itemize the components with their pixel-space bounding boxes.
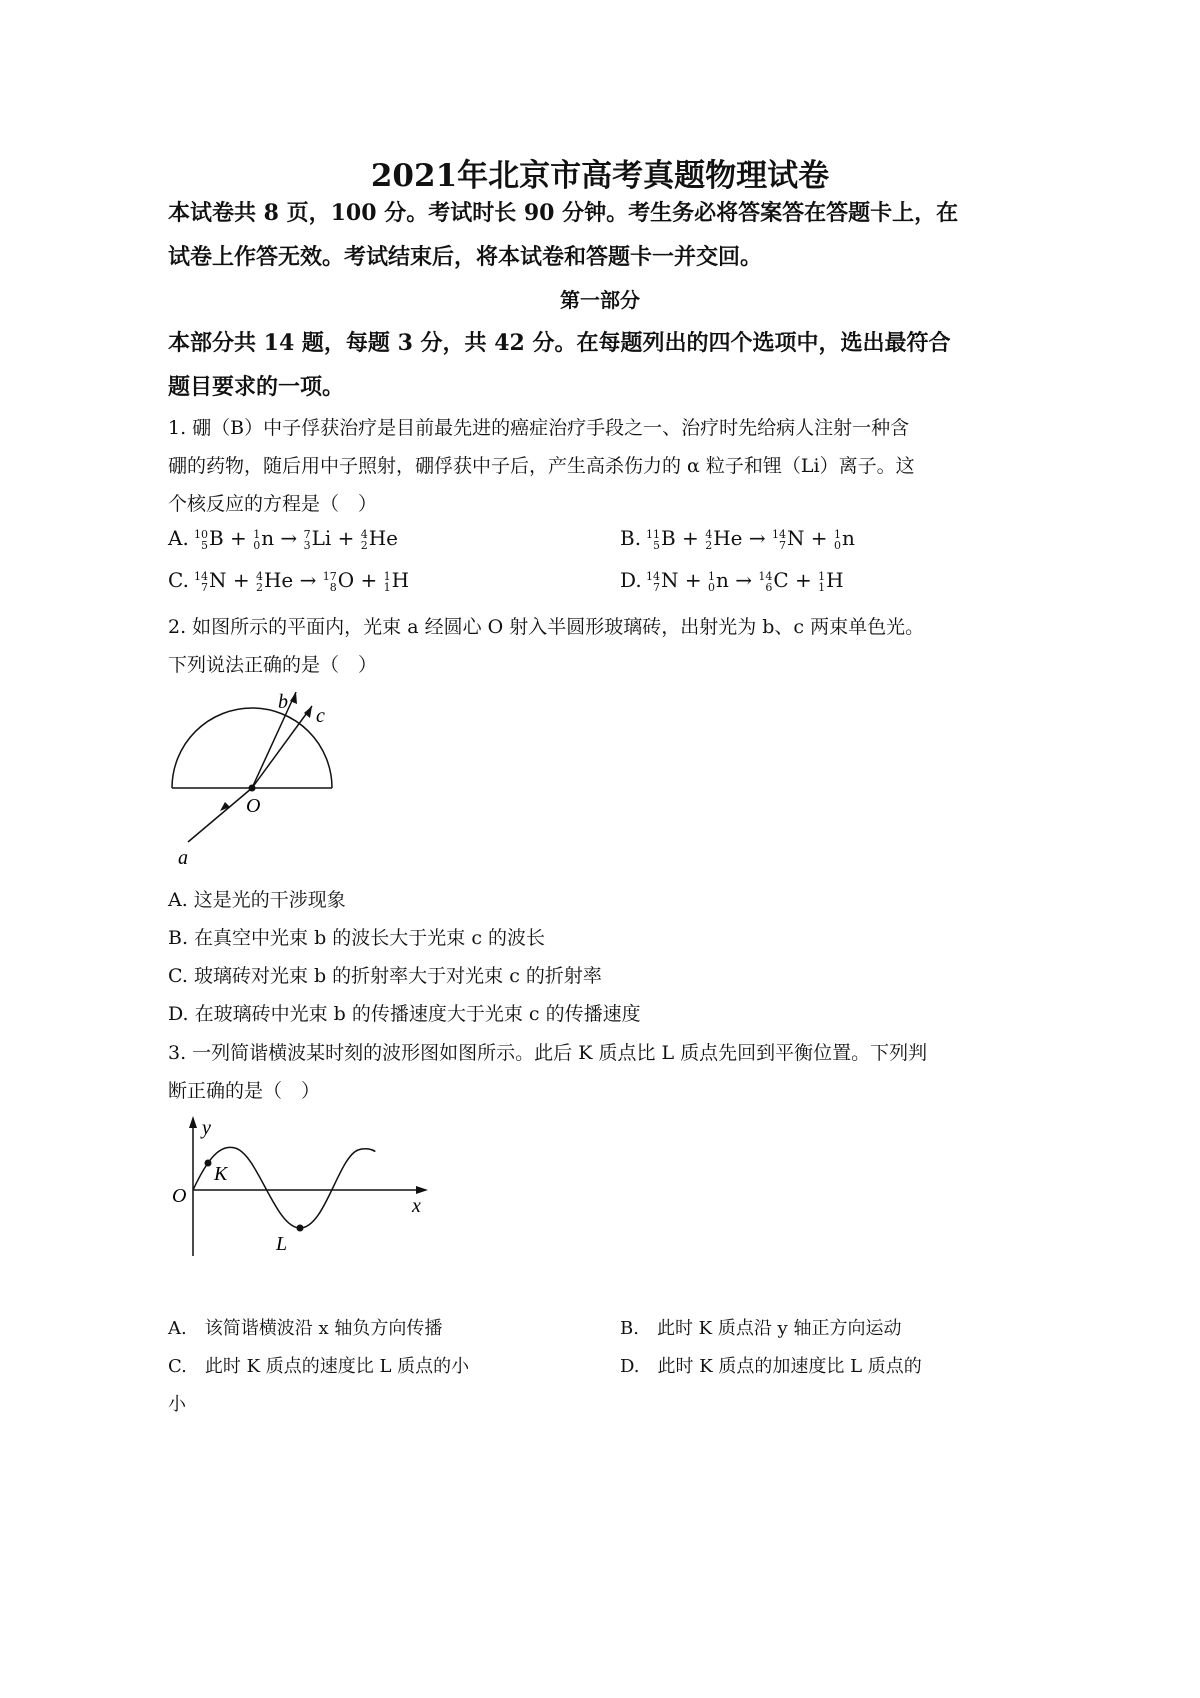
- product-2: 1 0 n: [833, 526, 855, 552]
- product-1: 17 8 O: [322, 568, 355, 594]
- product-2: 1 1 H: [818, 568, 844, 594]
- label-y: y: [202, 1117, 211, 1139]
- reactant-2: 4 2 He: [255, 568, 294, 594]
- plus-sign: +: [331, 526, 361, 550]
- q1-line2: 硼的药物，随后用中子照射，硼俘获中子后，产生高杀伤力的 α 粒子和锂（Li）离子。这: [168, 455, 915, 477]
- q1-line3: 个核反应的方程是（ ）: [168, 493, 378, 515]
- product-2: 4 2 He: [360, 526, 399, 552]
- label-o: O: [172, 1185, 187, 1207]
- label-x: x: [412, 1195, 421, 1217]
- point-l: [297, 1225, 304, 1232]
- label-b: b: [278, 691, 288, 713]
- part-desc-line2: 题目要求的一项。: [168, 374, 345, 400]
- wave-curve-part1: [193, 1147, 375, 1228]
- q1-option-c[interactable]: [168, 568, 409, 593]
- q3-option-d[interactable]: D. 此时 K 质点的加速度比 L 质点的: [620, 1356, 922, 1377]
- q3-line2: 断正确的是（ ）: [168, 1080, 321, 1102]
- plus-sign: +: [675, 526, 706, 550]
- beam-a: [188, 788, 252, 842]
- q2-line2: 下列说法正确的是（ ）: [168, 654, 378, 676]
- reactant-2: 1 0 n: [707, 568, 729, 594]
- q2-option-b[interactable]: B. 在真空中光束 b 的波长大于光束 c 的波长: [168, 927, 546, 949]
- q2-option-c[interactable]: C. 玻璃砖对光束 b 的折射率大于对光束 c 的折射率: [168, 965, 602, 987]
- beam-a-arrow: [220, 802, 230, 811]
- label-k: K: [214, 1163, 228, 1185]
- plus-sign: +: [788, 568, 819, 592]
- beam-c: [252, 706, 312, 788]
- q2-option-d[interactable]: D. 在玻璃砖中光束 b 的传播速度大于光束 c 的传播速度: [168, 1003, 641, 1025]
- product-1: 14 6 C: [758, 568, 789, 594]
- label-a: a: [178, 847, 188, 869]
- label-l: L: [276, 1233, 288, 1255]
- reactant-1: 10 5 B: [194, 526, 224, 552]
- reactant-1: 11 5 B: [646, 526, 676, 552]
- q3-option-b[interactable]: B. 此时 K 质点沿 y 轴正方向运动: [620, 1318, 902, 1339]
- reaction-arrow: →: [293, 568, 323, 592]
- q2-figure-semicircle: [160, 680, 360, 870]
- plus-sign: +: [678, 568, 708, 592]
- q3-option-d-tail: 小: [168, 1394, 186, 1415]
- reaction-arrow: →: [728, 568, 759, 592]
- x-axis-arrow: [416, 1186, 428, 1194]
- reactant-2: 1 0 n: [253, 526, 275, 552]
- option-label: B.: [620, 526, 642, 550]
- option-label: D.: [620, 568, 642, 592]
- instructions-line2: 试卷上作答无效。考试结束后，将本试卷和答题卡一并交回。: [168, 244, 763, 270]
- instructions-line1: 本试卷共 8 页，100 分。考试时长 90 分钟。考生务必将答案答在答题卡上，在: [168, 200, 959, 226]
- q1-line1: 1. 硼（B）中子俘获治疗是目前最先进的癌症治疗手段之一、治疗时先给病人注射一种含: [168, 417, 910, 439]
- y-axis-arrow: [189, 1116, 197, 1128]
- plus-sign: +: [354, 568, 384, 592]
- plus-sign: +: [804, 526, 834, 550]
- label-o: O: [246, 795, 261, 817]
- reactant-2: 4 2 He: [705, 526, 743, 552]
- product-2: 1 1 H: [383, 568, 410, 594]
- q3-option-c[interactable]: C. 此时 K 质点的速度比 L 质点的小: [168, 1356, 470, 1377]
- part-heading: 第一部分: [560, 288, 640, 312]
- q2-option-a[interactable]: A. 这是光的干涉现象: [168, 889, 346, 911]
- option-label: A.: [168, 526, 189, 550]
- q2-line1: 2. 如图所示的平面内，光束 a 经圆心 O 射入半圆形玻璃砖，出射光为 b、c 两束单色光。: [168, 616, 925, 638]
- product-1: 14 7 N: [771, 526, 805, 552]
- option-label: C.: [168, 568, 189, 592]
- point-k: [205, 1160, 212, 1167]
- reactant-1: 14 7 N: [194, 568, 227, 594]
- beam-b: [252, 692, 296, 788]
- label-c: c: [316, 705, 325, 727]
- plus-sign: +: [223, 526, 254, 550]
- q3-figure-waveform: [160, 1110, 440, 1270]
- plus-sign: +: [226, 568, 256, 592]
- q1-option-b[interactable]: [620, 526, 855, 551]
- reaction-arrow: →: [742, 526, 772, 550]
- center-point-o: [249, 785, 256, 792]
- reaction-arrow: →: [274, 526, 304, 550]
- semicircle-arc: [172, 708, 332, 788]
- q3-line1: 3. 一列简谐横波某时刻的波形图如图所示。此后 K 质点比 L 质点先回到平衡位置。下列判: [168, 1042, 928, 1064]
- page-title: 2021年北京市高考真题物理试卷: [370, 158, 830, 194]
- q1-option-a[interactable]: [168, 526, 398, 551]
- product-1: 7 3 Li: [303, 526, 332, 552]
- q1-option-d[interactable]: [620, 568, 844, 593]
- reactant-1: 14 7 N: [646, 568, 679, 594]
- q3-option-a[interactable]: A. 该简谐横波沿 x 轴负方向传播: [168, 1318, 443, 1339]
- part-desc-line1: 本部分共 14 题，每题 3 分，共 42 分。在每题列出的四个选项中，选出最符合: [168, 330, 951, 356]
